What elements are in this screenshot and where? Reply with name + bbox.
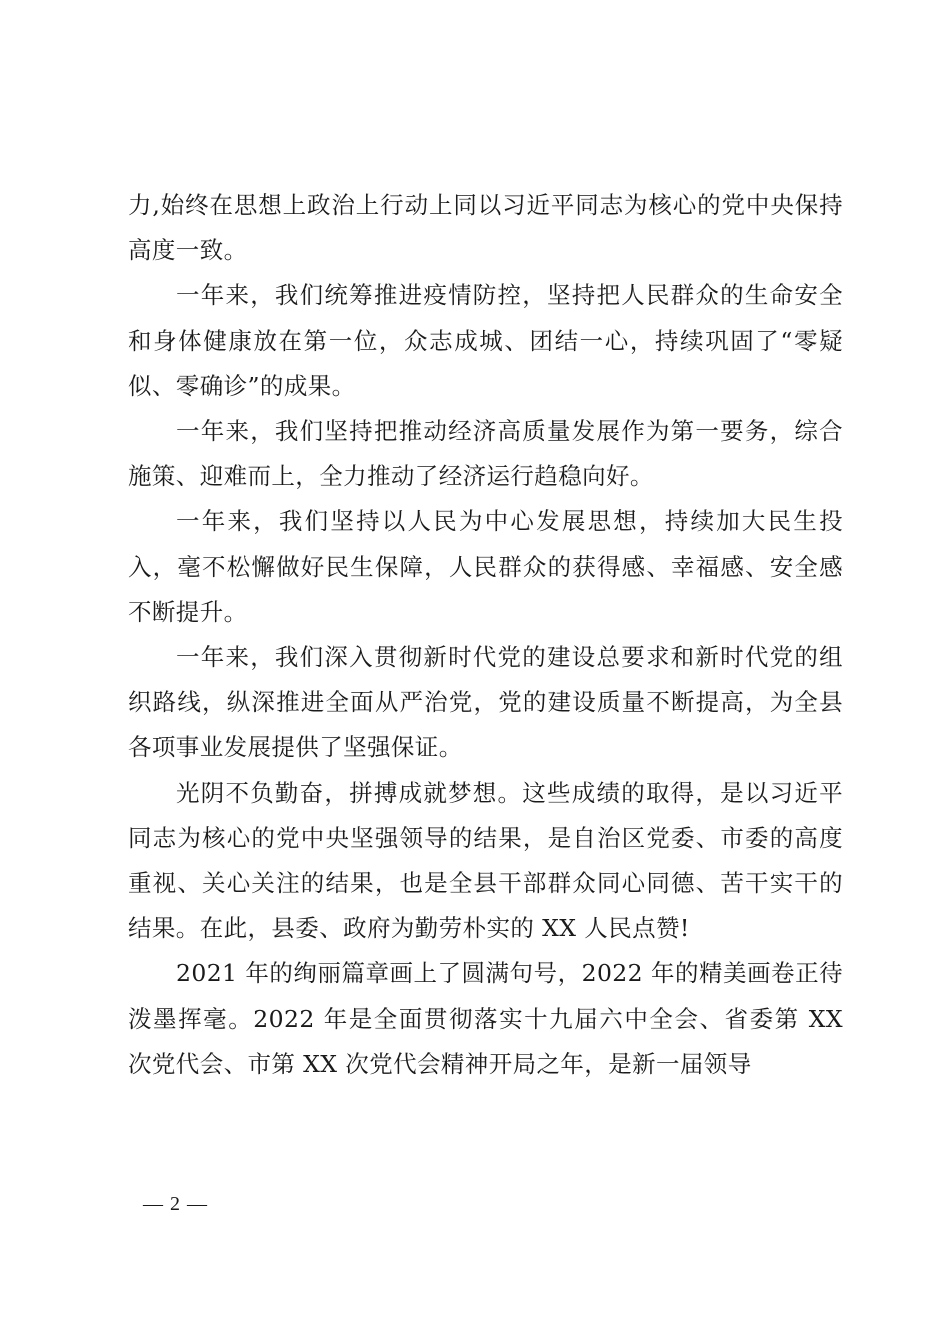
paragraph: 一年来，我们深入贯彻新时代党的建设总要求和新时代党的组织路线，纵深推进全面从严治党，党的建设质量不断提高，为全县各项事业发展提供了坚强保证。 <box>128 643 843 762</box>
paragraph: 一年来，我们坚持把推动经济高质量发展作为第一要务，综合施策、迎难而上，全力推动了经济运行趋稳向好。 <box>128 417 843 491</box>
body-text <box>128 183 843 1087</box>
paragraph: 一年来，我们统筹推进疫情防控，坚持把人民群众的生命安全和身体健康放在第一位，众志成城、团结一心，持续巩固了“零疑似、零确诊”的成果。 <box>128 281 843 400</box>
paragraph: 一年来，我们坚持以人民为中心发展思想，持续加大民生投入，毫不松懈做好民生保障，人民群众的获得感、幸福感、安全感不断提升。 <box>128 507 843 626</box>
page-number: — 2 — <box>143 1193 208 1215</box>
paragraph: 2021 年的绚丽篇章画上了圆满句号，2022 年的精美画卷正待泼墨挥毫。2022 年是全面贯彻落实十九届六中全会、省委第 XX 次党代会、市第 XX 次党代会精神开局之年，是新一届领导 <box>128 959 843 1078</box>
paragraph: 光阴不负勤奋，拼搏成就梦想。这些成绩的取得，是以习近平同志为核心的党中央坚强领导的结果，是自治区党委、市委的高度重视、关心关注的结果，也是全县干部群众同心同德、苦干实干的结果。在此，县委、政府为勤劳朴实的 XX 人民点赞! <box>128 778 843 943</box>
paragraph: 力,始终在思想上政治上行动上同以习近平同志为核心的党中央保持高度一致。 <box>128 191 843 265</box>
